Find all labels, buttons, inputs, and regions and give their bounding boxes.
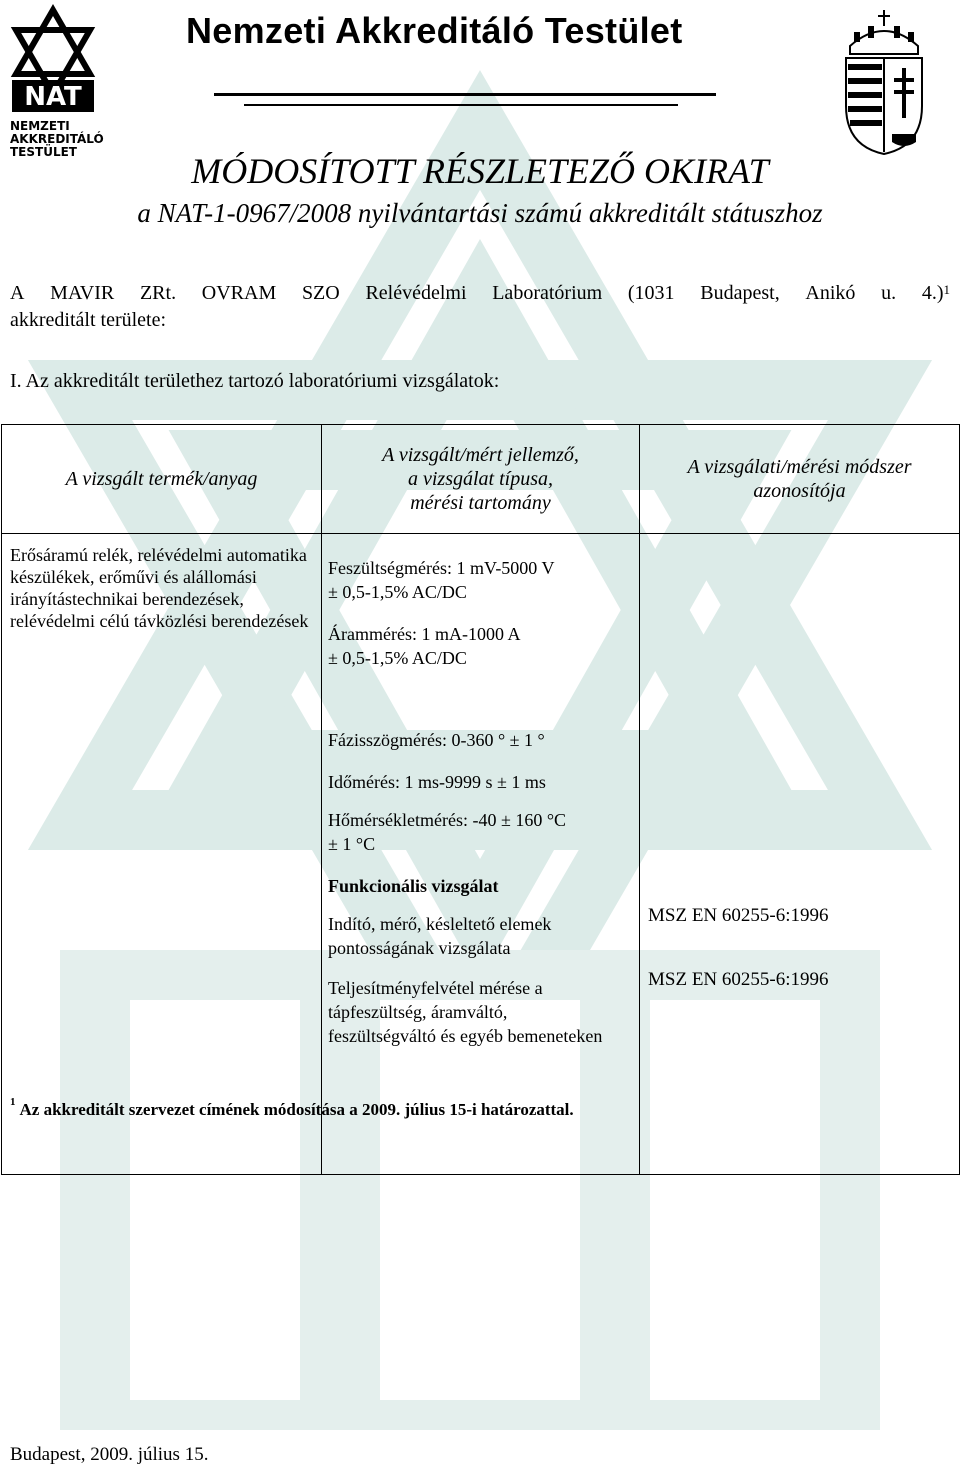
intro-word: Anikó <box>805 282 856 304</box>
cell-measurements <box>322 534 640 1175</box>
intro-word: MAVIR <box>50 282 115 304</box>
intro-word: Laboratórium <box>492 282 603 304</box>
place-date: Budapest, 2009. július 15. <box>10 1444 209 1465</box>
method-id: MSZ EN 60255-6:1996 <box>648 969 829 990</box>
header-product: A vizsgált termék/anyag <box>2 425 322 534</box>
product-text: Erősáramú relék, relévédelmi automatika készülékek, erőművi és alállomási irányítástechnikai berendezések, relévédelmi célú távközlési berendezések <box>10 545 309 631</box>
coat-of-arms-icon <box>836 6 932 158</box>
document-subtitle: a NAT-1-0967/2008 nyilvántartási számú akkreditált státuszhoz <box>137 198 823 228</box>
table-header-row <box>2 425 960 534</box>
cell-product <box>2 534 322 1175</box>
footnote <box>10 1096 574 1120</box>
intro-line2: akkreditált területe: <box>10 309 167 331</box>
intro-word: u. <box>881 282 897 304</box>
logo-abbrev: NAT <box>24 82 82 112</box>
header-method-id: A vizsgálati/mérési módszer azonosítója <box>640 425 960 534</box>
measurement-item: Időmérés: 1 ms-9999 s ± 1 ms <box>328 772 546 792</box>
logo-caption-line: TESTÜLET <box>10 145 77 159</box>
title-rule <box>214 93 716 96</box>
intro-paragraph <box>10 280 950 334</box>
section-heading: I. Az akkreditált területhez tartozó laboratóriumi vizsgálatok: <box>10 370 500 392</box>
logo-caption-line: NEMZETI <box>10 119 70 133</box>
footnote-marker: 1 <box>10 1096 16 1108</box>
measurement-item: Indító, mérő, késleltető elemek pontosságának vizsgálata <box>328 914 552 958</box>
intro-word: SZO <box>301 282 340 304</box>
accreditation-table <box>1 424 960 1175</box>
intro-word: ZRt. <box>139 282 177 304</box>
measurement-item: Fázisszögmérés: 0-360 ° ± 1 ° <box>328 730 545 750</box>
measurement-item: Árammérés: 1 mA-1000 A ± 0,5-1,5% AC/DC <box>328 624 521 668</box>
intro-word: (1031 <box>627 282 675 304</box>
measurement-list <box>322 534 639 1046</box>
intro-word: A <box>10 282 25 304</box>
method-id: MSZ EN 60255-6:1996 <box>648 905 829 926</box>
measurement-item: Hőmérsékletmérés: -40 ± 160 °C ± 1 °C <box>328 810 567 854</box>
org-title: Nemzeti Akkreditáló Testület <box>186 10 683 51</box>
measurement-heading: Funkcionális vizsgálat <box>328 876 499 896</box>
table-row <box>2 534 960 1175</box>
logo-caption-line: AKKREDITÁLÓ <box>10 132 104 146</box>
cell-methods <box>640 534 960 1175</box>
intro-line1 <box>10 280 950 307</box>
footnote-reference: 1 <box>943 282 950 297</box>
intro-word: OVRAM <box>201 282 277 304</box>
intro-word: Relévédelmi <box>365 282 467 304</box>
measurement-item: Teljesítményfelvétel mérése a tápfeszültség, áramváltó, feszültségváltó és egyéb bemeneteken <box>328 978 603 1046</box>
title-rule-secondary <box>244 104 678 106</box>
footnote-text: Az akkreditált szervezet címének módosítása a 2009. július 15-i határozattal. <box>19 1100 574 1119</box>
document-title: MÓDOSÍTOTT RÉSZLETEZŐ OKIRAT <box>191 151 769 191</box>
header-measured-property: A vizsgált/mért jellemző, a vizsgálat típusa, mérési tartomány <box>322 425 640 534</box>
measurement-item: Feszültségmérés: 1 mV-5000 V ± 0,5-1,5% AC/DC <box>328 558 555 602</box>
intro-word: Budapest, <box>700 282 780 304</box>
intro-word-last: 4.)$^1$ <box>921 282 950 304</box>
